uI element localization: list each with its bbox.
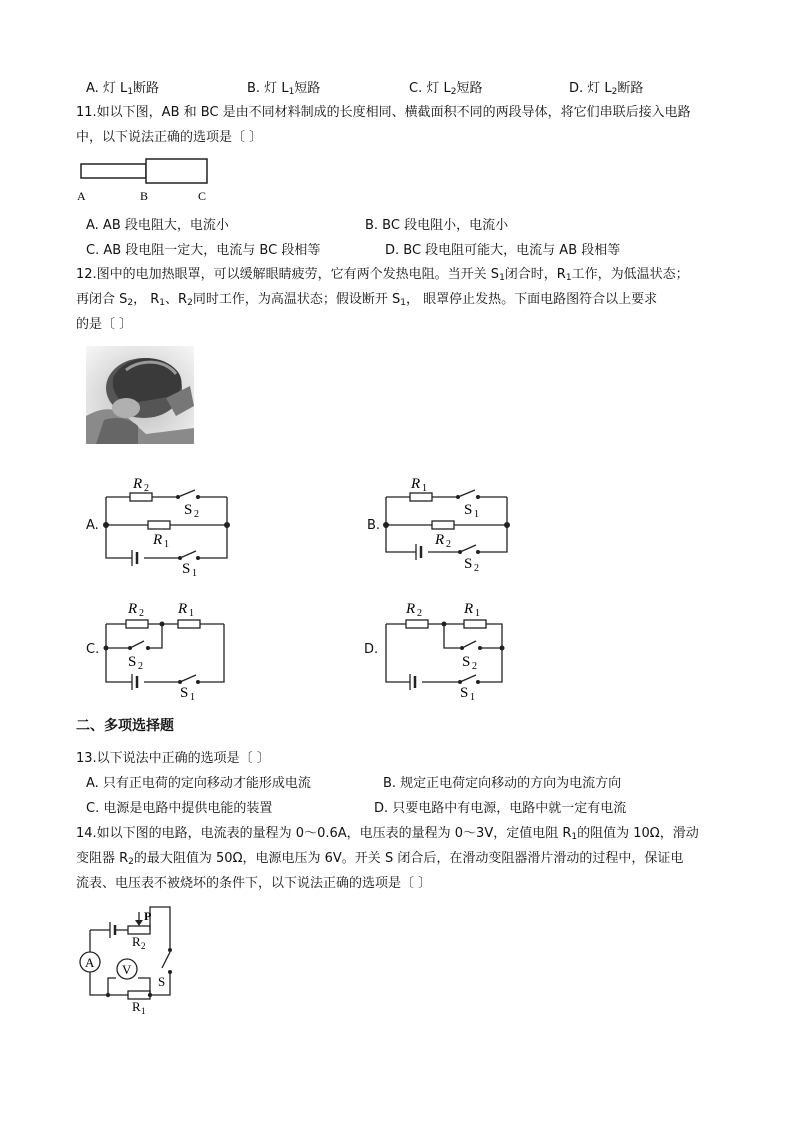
q12-option-b-label: B. bbox=[367, 518, 381, 533]
q11-option-a: A. AB 段电阻大，电流小 bbox=[86, 218, 229, 233]
label-sub: 1 bbox=[164, 539, 169, 550]
circuit-a bbox=[100, 470, 240, 580]
label-sub: 2 bbox=[139, 608, 144, 619]
label-a: A bbox=[77, 189, 86, 203]
label-sub: 1 bbox=[422, 483, 427, 494]
label-sub: 2 bbox=[194, 509, 199, 520]
label-s: S bbox=[462, 654, 471, 670]
eye-mask-photo bbox=[86, 346, 194, 444]
label-sub: 2 bbox=[144, 483, 149, 494]
label-s: S bbox=[464, 502, 473, 518]
label-b: B bbox=[140, 189, 149, 203]
label-r: R bbox=[132, 999, 141, 1014]
q12-question-line2: 再闭合 $S_2$， $R_1$、$R_2$同时工作，为高温状态；假设断开 $S_1$， 眼罩停止发热。下面电路图符合以上要求 bbox=[76, 292, 658, 308]
q10-option-d: D. 灯 $L_2$断路 bbox=[569, 81, 644, 97]
label-sub: 2 bbox=[474, 563, 479, 574]
label-sub: 1 bbox=[470, 692, 475, 702]
label-sub: 2 bbox=[141, 941, 146, 951]
circuit-b bbox=[380, 470, 520, 580]
label-r: R bbox=[153, 532, 163, 548]
label-s: S bbox=[158, 974, 166, 989]
label-s: S bbox=[180, 685, 189, 701]
q10-option-c: C. 灯 $L_2$短路 bbox=[409, 81, 483, 97]
label-s: S bbox=[182, 561, 191, 577]
label-r: R bbox=[435, 532, 445, 548]
q13-question: 13.以下说法中正确的选项是〔 〕 bbox=[76, 751, 270, 766]
q14-question-line3: 流表、电压表不被烧坏的条件下，以下说法正确的选项是〔 〕 bbox=[76, 876, 432, 891]
q12-option-c-label: C. bbox=[86, 642, 100, 657]
conductor-bc bbox=[146, 159, 207, 183]
ammeter-label: A bbox=[85, 955, 95, 970]
q10-option-a: A. 灯 $L_1$断路 bbox=[86, 81, 160, 97]
label-sub: 1 bbox=[474, 509, 479, 520]
q13-option-d: D. 只要电路中有电源，电路中就一定有电流 bbox=[374, 801, 627, 816]
label-r: R bbox=[178, 601, 188, 617]
label-r: R bbox=[128, 601, 138, 617]
label-sub: 1 bbox=[190, 692, 195, 702]
q11-option-d: D. BC 段电阻可能大，电流与 AB 段相等 bbox=[385, 243, 621, 258]
conductor-ab bbox=[81, 164, 146, 178]
label-r: R bbox=[411, 476, 421, 492]
q11-question-line2: 中，以下说法正确的选项是〔 〕 bbox=[76, 130, 263, 145]
voltmeter-label: V bbox=[122, 962, 132, 977]
label-s: S bbox=[128, 654, 137, 670]
q12-question-line1: 12.图中的电加热眼罩，可以缓解眼睛疲劳，它有两个发热电阻。当开关 $S_1$闭合时，$R_1$工作，为低温状态； bbox=[76, 267, 689, 283]
label-p: P bbox=[144, 909, 152, 923]
q11-option-c: C. AB 段电阻一定大，电流与 BC 段相等 bbox=[86, 243, 321, 258]
label-sub: 1 bbox=[192, 568, 197, 579]
label-sub: 2 bbox=[417, 608, 422, 619]
label-sub: 1 bbox=[475, 608, 480, 619]
label-s: S bbox=[184, 502, 193, 518]
label-sub: 1 bbox=[141, 1006, 146, 1015]
label-sub: 2 bbox=[472, 661, 477, 672]
q10-option-b: B. 灯 $L_1$短路 bbox=[247, 81, 321, 97]
q13-option-a: A. 只有正电荷的定向移动才能形成电流 bbox=[86, 776, 311, 791]
label-sub: 2 bbox=[446, 539, 451, 550]
label-s: S bbox=[460, 685, 469, 701]
section-heading: 二、多项选择题 bbox=[76, 718, 174, 734]
q12-question-line3: 的是〔 〕 bbox=[76, 317, 133, 332]
q11-option-b: B. BC 段电阻小，电流小 bbox=[365, 218, 509, 233]
q11-conductor-figure bbox=[74, 158, 214, 206]
label-r: R bbox=[406, 601, 416, 617]
q14-circuit bbox=[74, 900, 184, 1015]
q13-option-c: C. 电源是电路中提供电能的装置 bbox=[86, 801, 273, 816]
label-c: C bbox=[198, 189, 207, 203]
q14-question-line2: 变阻器 $R_2$的最大阻值为 50Ω，电源电压为 6V。开关 S 闭合后，在滑动变阻器滑片滑动的过程中，保证电 bbox=[76, 851, 684, 867]
q14-question-line1: 14.如以下图的电路，电流表的量程为 0～0.6A，电压表的量程为 0～3V，定值电阻 $R_1$的阻值为 10Ω，滑动 bbox=[76, 826, 699, 842]
q12-option-d-label: D. bbox=[364, 642, 379, 657]
q11-question-line1: 11.如以下图，AB 和 BC 是由不同材料制成的长度相同、横截面积不同的两段导体，将它们串联后接入电路 bbox=[76, 105, 691, 120]
label-r: R bbox=[464, 601, 474, 617]
label-sub: 2 bbox=[138, 661, 143, 672]
q12-option-a-label: A. bbox=[86, 518, 99, 533]
label-s: S bbox=[464, 556, 473, 572]
q13-option-b: B. 规定正电荷定向移动的方向为电流方向 bbox=[383, 776, 622, 791]
circuit-d bbox=[380, 596, 520, 702]
label-r: R bbox=[133, 476, 143, 492]
circuit-c bbox=[100, 596, 240, 702]
label-sub: 1 bbox=[189, 608, 194, 619]
label-r: R bbox=[132, 934, 141, 949]
